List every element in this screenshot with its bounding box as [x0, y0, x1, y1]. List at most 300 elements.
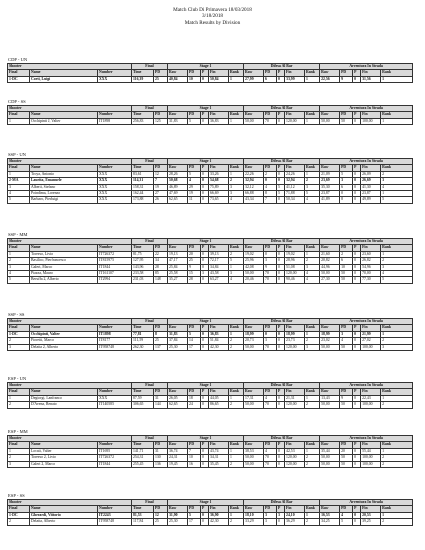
column-header: PD	[188, 70, 201, 76]
table-cell: 233,58	[132, 271, 154, 277]
table-cell: 173,88	[132, 197, 154, 203]
table-cell: 70	[264, 402, 277, 408]
column-header: Fin	[285, 506, 305, 512]
table-cell: 2	[229, 519, 244, 525]
table-cell: 0	[201, 519, 209, 525]
stage-header: Difesa Al Bar	[244, 159, 320, 165]
table-cell: 38,53	[244, 448, 264, 454]
column-header: Number	[98, 245, 132, 251]
table-cell: 50,68	[168, 178, 188, 184]
column-header: Time	[132, 165, 154, 171]
column-header: Fin	[285, 442, 305, 448]
final-header: Final	[132, 64, 168, 70]
column-header: P	[353, 506, 361, 512]
column-header: Fin	[285, 70, 305, 76]
table-cell: Galeri, Marco	[30, 264, 98, 270]
column-header: PD	[188, 442, 201, 448]
table-cell: 0	[353, 344, 361, 350]
table-cell: 50	[340, 118, 353, 124]
table-cell: 0	[340, 191, 353, 197]
stage-header: Stage 1	[168, 436, 244, 442]
column-header: Raw	[244, 442, 264, 448]
column-header: P	[353, 112, 361, 118]
table-cell: 43,74	[209, 448, 229, 454]
table-cell: Toreeso 2, Livio	[30, 455, 98, 461]
table-cell: 23,60	[361, 251, 381, 257]
table-cell: 19,02	[244, 251, 264, 257]
division-block	[7, 57, 412, 83]
table-cell: 4	[305, 197, 320, 203]
table-cell: 0	[277, 331, 285, 337]
table-cell: 25	[154, 519, 168, 525]
table-cell: 24,31	[168, 455, 188, 461]
table-cell: 0	[353, 448, 361, 454]
column-header: Rank	[381, 506, 413, 512]
table-cell: 120,00	[285, 344, 305, 350]
column-header: Fin	[361, 112, 381, 118]
table-cell: 42,08	[244, 264, 264, 270]
table-cell: 1	[229, 264, 244, 270]
table-cell: 70	[264, 455, 277, 461]
table-row	[8, 519, 413, 525]
column-header: Rank	[381, 245, 413, 251]
report-subtitle: Match Results by Division	[184, 19, 241, 26]
table-cell: 1	[305, 448, 320, 454]
column-header: Number	[98, 325, 132, 331]
table-cell: 55,44	[361, 448, 381, 454]
table-cell: 50	[340, 277, 353, 283]
table-cell: 1	[305, 76, 320, 82]
match-title: Match Club Di Primavera 18/03/2018	[173, 7, 252, 13]
table-cell: 0	[201, 338, 209, 344]
table-cell: 2	[381, 258, 413, 264]
table-cell: 1	[305, 395, 320, 401]
stage-header: Difesa Al Bar	[244, 383, 320, 389]
table-cell: 3	[340, 178, 353, 184]
table-cell: 7	[264, 197, 277, 203]
table-cell: 36,83	[209, 331, 229, 337]
table-cell: 47,17	[168, 258, 188, 264]
stage-header: Avventura In Strada	[320, 319, 413, 325]
stage-header: Stage 1	[168, 106, 244, 112]
table-cell: 32,94	[285, 178, 305, 184]
column-header: Final	[8, 442, 30, 448]
results-table	[7, 435, 413, 468]
division-title: ESP - SS	[8, 493, 25, 498]
table-cell: 1	[381, 76, 413, 82]
table-cell: IT2243	[98, 512, 132, 518]
table-cell: 0	[201, 264, 209, 270]
table-cell: 2	[8, 402, 30, 408]
shooter-header: Shooter	[8, 500, 132, 506]
column-header: Rank	[305, 245, 320, 251]
table-cell: 1	[381, 448, 413, 454]
column-header: Rank	[305, 389, 320, 395]
column-header: Name	[30, 112, 98, 118]
column-header: Fin	[209, 325, 229, 331]
results-table	[7, 158, 413, 204]
table-cell: 34,31	[209, 455, 229, 461]
table-cell: 5	[8, 277, 30, 283]
division-block	[7, 152, 412, 204]
column-header: Number	[98, 389, 132, 395]
table-cell: 2	[8, 519, 30, 525]
column-header: P	[353, 325, 361, 331]
table-cell: 12	[154, 512, 168, 518]
table-cell: 70	[264, 277, 277, 283]
column-header: P	[277, 442, 285, 448]
table-cell: 254,31	[132, 455, 154, 461]
table-cell: 0	[277, 76, 285, 82]
table-cell: 70	[264, 118, 277, 124]
table-cell: Piazza, Mauro	[30, 271, 98, 277]
column-header: Raw	[320, 442, 340, 448]
table-cell: 5	[277, 191, 285, 197]
column-header: P	[201, 70, 209, 76]
column-header: Raw	[244, 389, 264, 395]
table-cell: 0	[277, 251, 285, 257]
table-cell: 1	[8, 251, 30, 257]
shooter-header: Shooter	[8, 383, 132, 389]
table-cell: 50	[340, 461, 353, 467]
table-cell: 81,75	[132, 251, 154, 257]
table-cell: 0	[201, 395, 209, 401]
final-header: Final	[132, 383, 168, 389]
table-cell: 0	[277, 277, 285, 283]
division-block	[7, 493, 412, 526]
table-cell: 50	[340, 455, 353, 461]
table-cell: 81,53	[132, 512, 154, 518]
column-header: Rank	[381, 389, 413, 395]
table-cell: 3	[201, 271, 209, 277]
column-header: Fin	[209, 165, 229, 171]
table-cell: 19,13	[168, 251, 188, 257]
table-cell: 114,31	[132, 178, 154, 184]
table-cell: 5	[188, 512, 201, 518]
table-cell: 1-DC	[8, 331, 30, 337]
table-cell: 2	[305, 402, 320, 408]
column-header: P	[353, 70, 361, 76]
table-cell: 3	[381, 178, 413, 184]
table-cell: 3	[264, 512, 277, 518]
table-cell: 2	[381, 171, 413, 177]
column-header: P	[277, 112, 285, 118]
table-cell: 0	[277, 258, 285, 264]
table-cell: Galeri 2, Marco	[30, 461, 98, 467]
final-header: Final	[132, 500, 168, 506]
table-cell: 25,30	[168, 519, 188, 525]
table-cell: 1	[229, 76, 244, 82]
column-header: PD	[154, 442, 168, 448]
column-header: Fin	[209, 70, 229, 76]
table-cell: 4	[340, 512, 353, 518]
table-cell: 24	[188, 402, 201, 408]
table-cell: 27,02	[361, 338, 381, 344]
table-cell: 1	[229, 448, 244, 454]
table-cell: 42,30	[209, 344, 229, 350]
column-header: Fin	[209, 245, 229, 251]
column-header: Name	[30, 245, 98, 251]
table-cell: 3	[340, 331, 353, 337]
table-cell: 2	[8, 455, 30, 461]
shooter-header: Shooter	[8, 436, 132, 442]
table-cell: 0	[277, 178, 285, 184]
table-cell: 26,05	[168, 395, 188, 401]
table-cell: Barbaro, Pierluigi	[30, 197, 98, 203]
table-cell: 50,00	[244, 402, 264, 408]
stage-header: Difesa Al Bar	[244, 64, 320, 70]
column-header: Raw	[244, 506, 264, 512]
column-header: Number	[98, 70, 132, 76]
table-cell: 136	[154, 461, 168, 467]
table-cell: 5	[8, 197, 30, 203]
table-cell: IT1695	[98, 448, 132, 454]
column-header: Rank	[229, 245, 244, 251]
table-cell: 143,96	[132, 264, 154, 270]
table-cell: 19	[188, 191, 201, 197]
table-cell: 23,02	[320, 338, 340, 344]
table-cell: 2	[229, 178, 244, 184]
column-header: P	[201, 325, 209, 331]
table-cell: 0	[353, 277, 361, 283]
table-cell: 2	[381, 455, 413, 461]
table-cell: 51,84	[209, 338, 229, 344]
column-header: PD	[188, 506, 201, 512]
table-cell: 10	[188, 455, 201, 461]
table-cell: 0	[201, 512, 209, 518]
table-cell: 9	[188, 264, 201, 270]
table-cell: 31,83	[168, 331, 188, 337]
table-cell: 21,60	[320, 251, 340, 257]
column-header: Fin	[361, 442, 381, 448]
table-cell: Basilico, Pierfrancesco	[30, 258, 98, 264]
table-cell: 6	[264, 76, 277, 82]
report-header	[0, 7, 425, 26]
column-header: Number	[98, 506, 132, 512]
column-header: Number	[98, 165, 132, 171]
column-header: Rank	[381, 70, 413, 76]
stage-header: Avventura In Strada	[320, 239, 413, 245]
column-header: Final	[8, 325, 30, 331]
table-cell: 3	[305, 264, 320, 270]
table-cell: 4	[8, 271, 30, 277]
table-cell: 162,44	[132, 191, 154, 197]
table-cell: 18,99	[285, 331, 305, 337]
table-cell: 50	[340, 344, 353, 350]
table-cell: 90,46	[285, 277, 305, 283]
table-cell: IT140585	[98, 402, 132, 408]
table-row	[8, 277, 413, 283]
results-table	[7, 318, 413, 351]
table-cell: 3	[264, 338, 277, 344]
column-header: PD	[340, 70, 353, 76]
column-header: Raw	[320, 389, 340, 395]
table-cell: 0	[353, 197, 361, 203]
table-cell: Alberti, Stefano	[30, 184, 98, 190]
final-header: Final	[132, 239, 168, 245]
table-cell: 0	[277, 338, 285, 344]
column-header: Fin	[285, 245, 305, 251]
table-cell: 41,30	[361, 184, 381, 190]
column-header: Time	[132, 245, 154, 251]
table-cell: 7	[188, 448, 201, 454]
column-header: Fin	[285, 112, 305, 118]
table-cell: 63,27	[209, 277, 229, 283]
column-header: P	[201, 442, 209, 448]
division-block	[7, 312, 412, 351]
table-cell: 35,27	[168, 277, 188, 283]
column-header: P	[201, 245, 209, 251]
table-cell: 120,00	[285, 461, 305, 467]
table-cell: 28	[188, 277, 201, 283]
table-cell: 23,73	[285, 338, 305, 344]
table-cell: 33,29	[244, 519, 264, 525]
stage-header: Difesa Al Bar	[244, 500, 320, 506]
table-cell: 10	[188, 76, 201, 82]
column-header: PD	[154, 165, 168, 171]
table-cell: 24,26	[285, 171, 305, 177]
table-cell: 27,99	[244, 76, 264, 82]
stage-header: Stage 1	[168, 500, 244, 506]
table-cell: 70,00	[361, 271, 381, 277]
table-cell: 0	[353, 191, 361, 197]
table-cell: IT2994	[98, 277, 132, 283]
column-header: Raw	[168, 112, 188, 118]
division-title: SSP - UN	[8, 152, 26, 157]
column-header: Fin	[285, 389, 305, 395]
table-cell: 22	[154, 251, 168, 257]
table-cell: 0	[277, 344, 285, 350]
table-cell: 1	[229, 118, 244, 124]
table-cell: 2	[8, 338, 30, 344]
table-cell: 0	[201, 277, 209, 283]
column-header: PD	[264, 442, 277, 448]
table-cell: 1	[305, 251, 320, 257]
table-cell: 4	[305, 277, 320, 283]
table-cell: 32,12	[244, 184, 264, 190]
column-header: PD	[188, 165, 201, 171]
table-cell: 0	[277, 271, 285, 277]
column-header: Final	[8, 165, 30, 171]
table-cell: 3	[277, 512, 285, 518]
table-cell: 2	[340, 251, 353, 257]
table-cell: 0	[353, 251, 361, 257]
column-header: Rank	[381, 165, 413, 171]
table-cell: 1	[229, 171, 244, 177]
column-header: Fin	[209, 112, 229, 118]
table-cell: 26,09	[361, 171, 381, 177]
table-cell: 1	[305, 331, 320, 337]
column-header: Fin	[209, 506, 229, 512]
column-header: Number	[98, 112, 132, 118]
table-cell: 0	[201, 178, 209, 184]
final-header: Final	[132, 159, 168, 165]
column-header: Raw	[244, 70, 264, 76]
column-header: Fin	[209, 389, 229, 395]
table-cell: 50,00	[320, 271, 340, 277]
table-cell: 16	[188, 461, 201, 467]
division-title: CDP - SS	[8, 99, 26, 104]
table-cell: 85	[154, 271, 168, 277]
column-header: Fin	[361, 506, 381, 512]
table-cell: 0	[277, 171, 285, 177]
table-cell: 0	[201, 402, 209, 408]
table-cell: 3	[305, 344, 320, 350]
column-header: Fin	[285, 325, 305, 331]
column-header: Rank	[229, 442, 244, 448]
table-cell: 21,99	[361, 331, 381, 337]
table-cell: 0	[201, 251, 209, 257]
table-cell: 50,34	[285, 197, 305, 203]
column-header: Raw	[168, 442, 188, 448]
column-header: PD	[340, 325, 353, 331]
table-cell: IT958748	[98, 344, 132, 350]
table-cell: 2	[305, 178, 320, 184]
table-cell: 306,65	[132, 402, 154, 408]
table-cell: 39,25	[361, 519, 381, 525]
table-cell: 117,84	[132, 519, 154, 525]
column-header: P	[201, 112, 209, 118]
column-header: PD	[264, 245, 277, 251]
column-header: PD	[154, 70, 168, 76]
table-cell: 41,89	[320, 197, 340, 203]
table-cell: 54,96	[361, 264, 381, 270]
column-header: Raw	[320, 112, 340, 118]
table-cell: 2	[305, 461, 320, 467]
column-header: Final	[8, 112, 30, 118]
table-cell: 2	[8, 258, 30, 264]
column-header: PD	[264, 506, 277, 512]
table-cell: 18	[188, 395, 201, 401]
table-cell: 28,26	[168, 171, 188, 177]
column-header: Raw	[244, 165, 264, 171]
table-cell: 0	[353, 461, 361, 467]
column-header: PD	[188, 389, 201, 395]
column-header: P	[201, 389, 209, 395]
table-cell: 0	[277, 448, 285, 454]
table-cell: 50,00	[320, 402, 340, 408]
table-cell: 22,26	[244, 171, 264, 177]
table-cell: 5	[229, 258, 244, 264]
table-cell: 71,88	[285, 191, 305, 197]
table-cell: 20,82	[320, 258, 340, 264]
column-header: PD	[154, 245, 168, 251]
table-cell: XXX	[98, 76, 132, 82]
division-block	[7, 232, 412, 284]
table-cell: XXX	[98, 171, 132, 177]
stage-header: Stage 1	[168, 383, 244, 389]
table-cell: IT8177	[98, 338, 132, 344]
table-cell: 100,00	[361, 118, 381, 124]
table-cell: 31,83	[168, 118, 188, 124]
table-cell: 70	[264, 344, 277, 350]
table-cell: 1	[305, 118, 320, 124]
table-cell: Beruffa 2, Alberto	[30, 277, 98, 283]
table-cell: 255,45	[132, 461, 154, 467]
table-cell: 158,31	[132, 184, 154, 190]
column-header: P	[353, 442, 361, 448]
column-header: Rank	[229, 325, 244, 331]
table-cell: 87,59	[132, 395, 154, 401]
table-row	[8, 76, 413, 82]
table-cell: 5	[188, 118, 201, 124]
table-cell: 50,00	[244, 271, 264, 277]
table-cell: 35,44	[320, 448, 340, 454]
table-cell: 0	[201, 184, 209, 190]
column-header: Name	[30, 325, 98, 331]
column-header: Rank	[305, 506, 320, 512]
table-cell: 42,53	[285, 448, 305, 454]
